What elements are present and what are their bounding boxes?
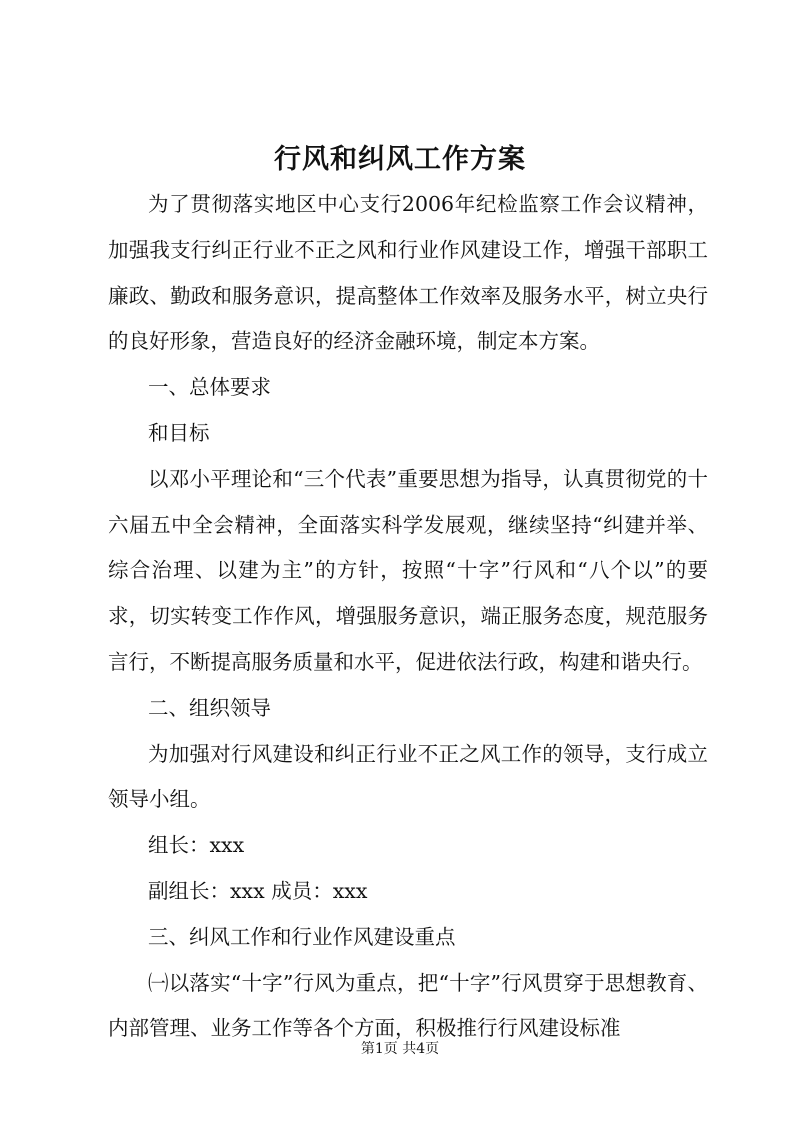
section-heading-1: 一、总体要求 [148,375,271,400]
section-3-paragraph: ㈠以落实“十字”行风为重点，把“十字”行风贯穿于思想教育、内部管理、业务工作等各个方面，积极推行行风建设标准 [108,970,708,1041]
document-body [108,182,708,1052]
document-title: 行风和纠风工作方案 [274,144,526,175]
section-heading-1-continued: 和目标 [148,420,210,445]
section-1-paragraph: 以邓小平理论和“三个代表”重要思想为指导，认真贯彻党的十六届五中全会精神，全面落实科学发展观，继续坚持“纠建并举、综合治理、以建为主”的方针，按照“十字”行风和“八个以”的要求，切实转变工作作风，增强服务意识，端正服务态度，规范服务言行，不断提高服务质量和水平，促进依法行政，构建和谐央行。 [108,466,708,674]
section-2-paragraph: 为加强对行风建设和纠正行业不正之风工作的领导，支行成立领导小组。 [108,741,708,812]
page-number-footer: 第1页 共4页 [360,1041,440,1057]
deputy-leader-line: 副组长：xxx 成员：xxx [148,878,368,903]
section-heading-2: 二、组织领导 [148,695,271,720]
intro-paragraph: 为了贯彻落实地区中心支行2006年纪检监察工作会议精神，加强我支行纠正行业不正之风和行业作风建设工作，增强干部职工廉政、勤政和服务意识，提高整体工作效率及服务水平，树立央行的良好形象，营造良好的经济金融环境，制定本方案。 [108,192,708,354]
section-heading-3: 三、纠风工作和行业作风建设重点 [148,924,456,949]
group-leader-line: 组长：xxx [148,833,245,858]
